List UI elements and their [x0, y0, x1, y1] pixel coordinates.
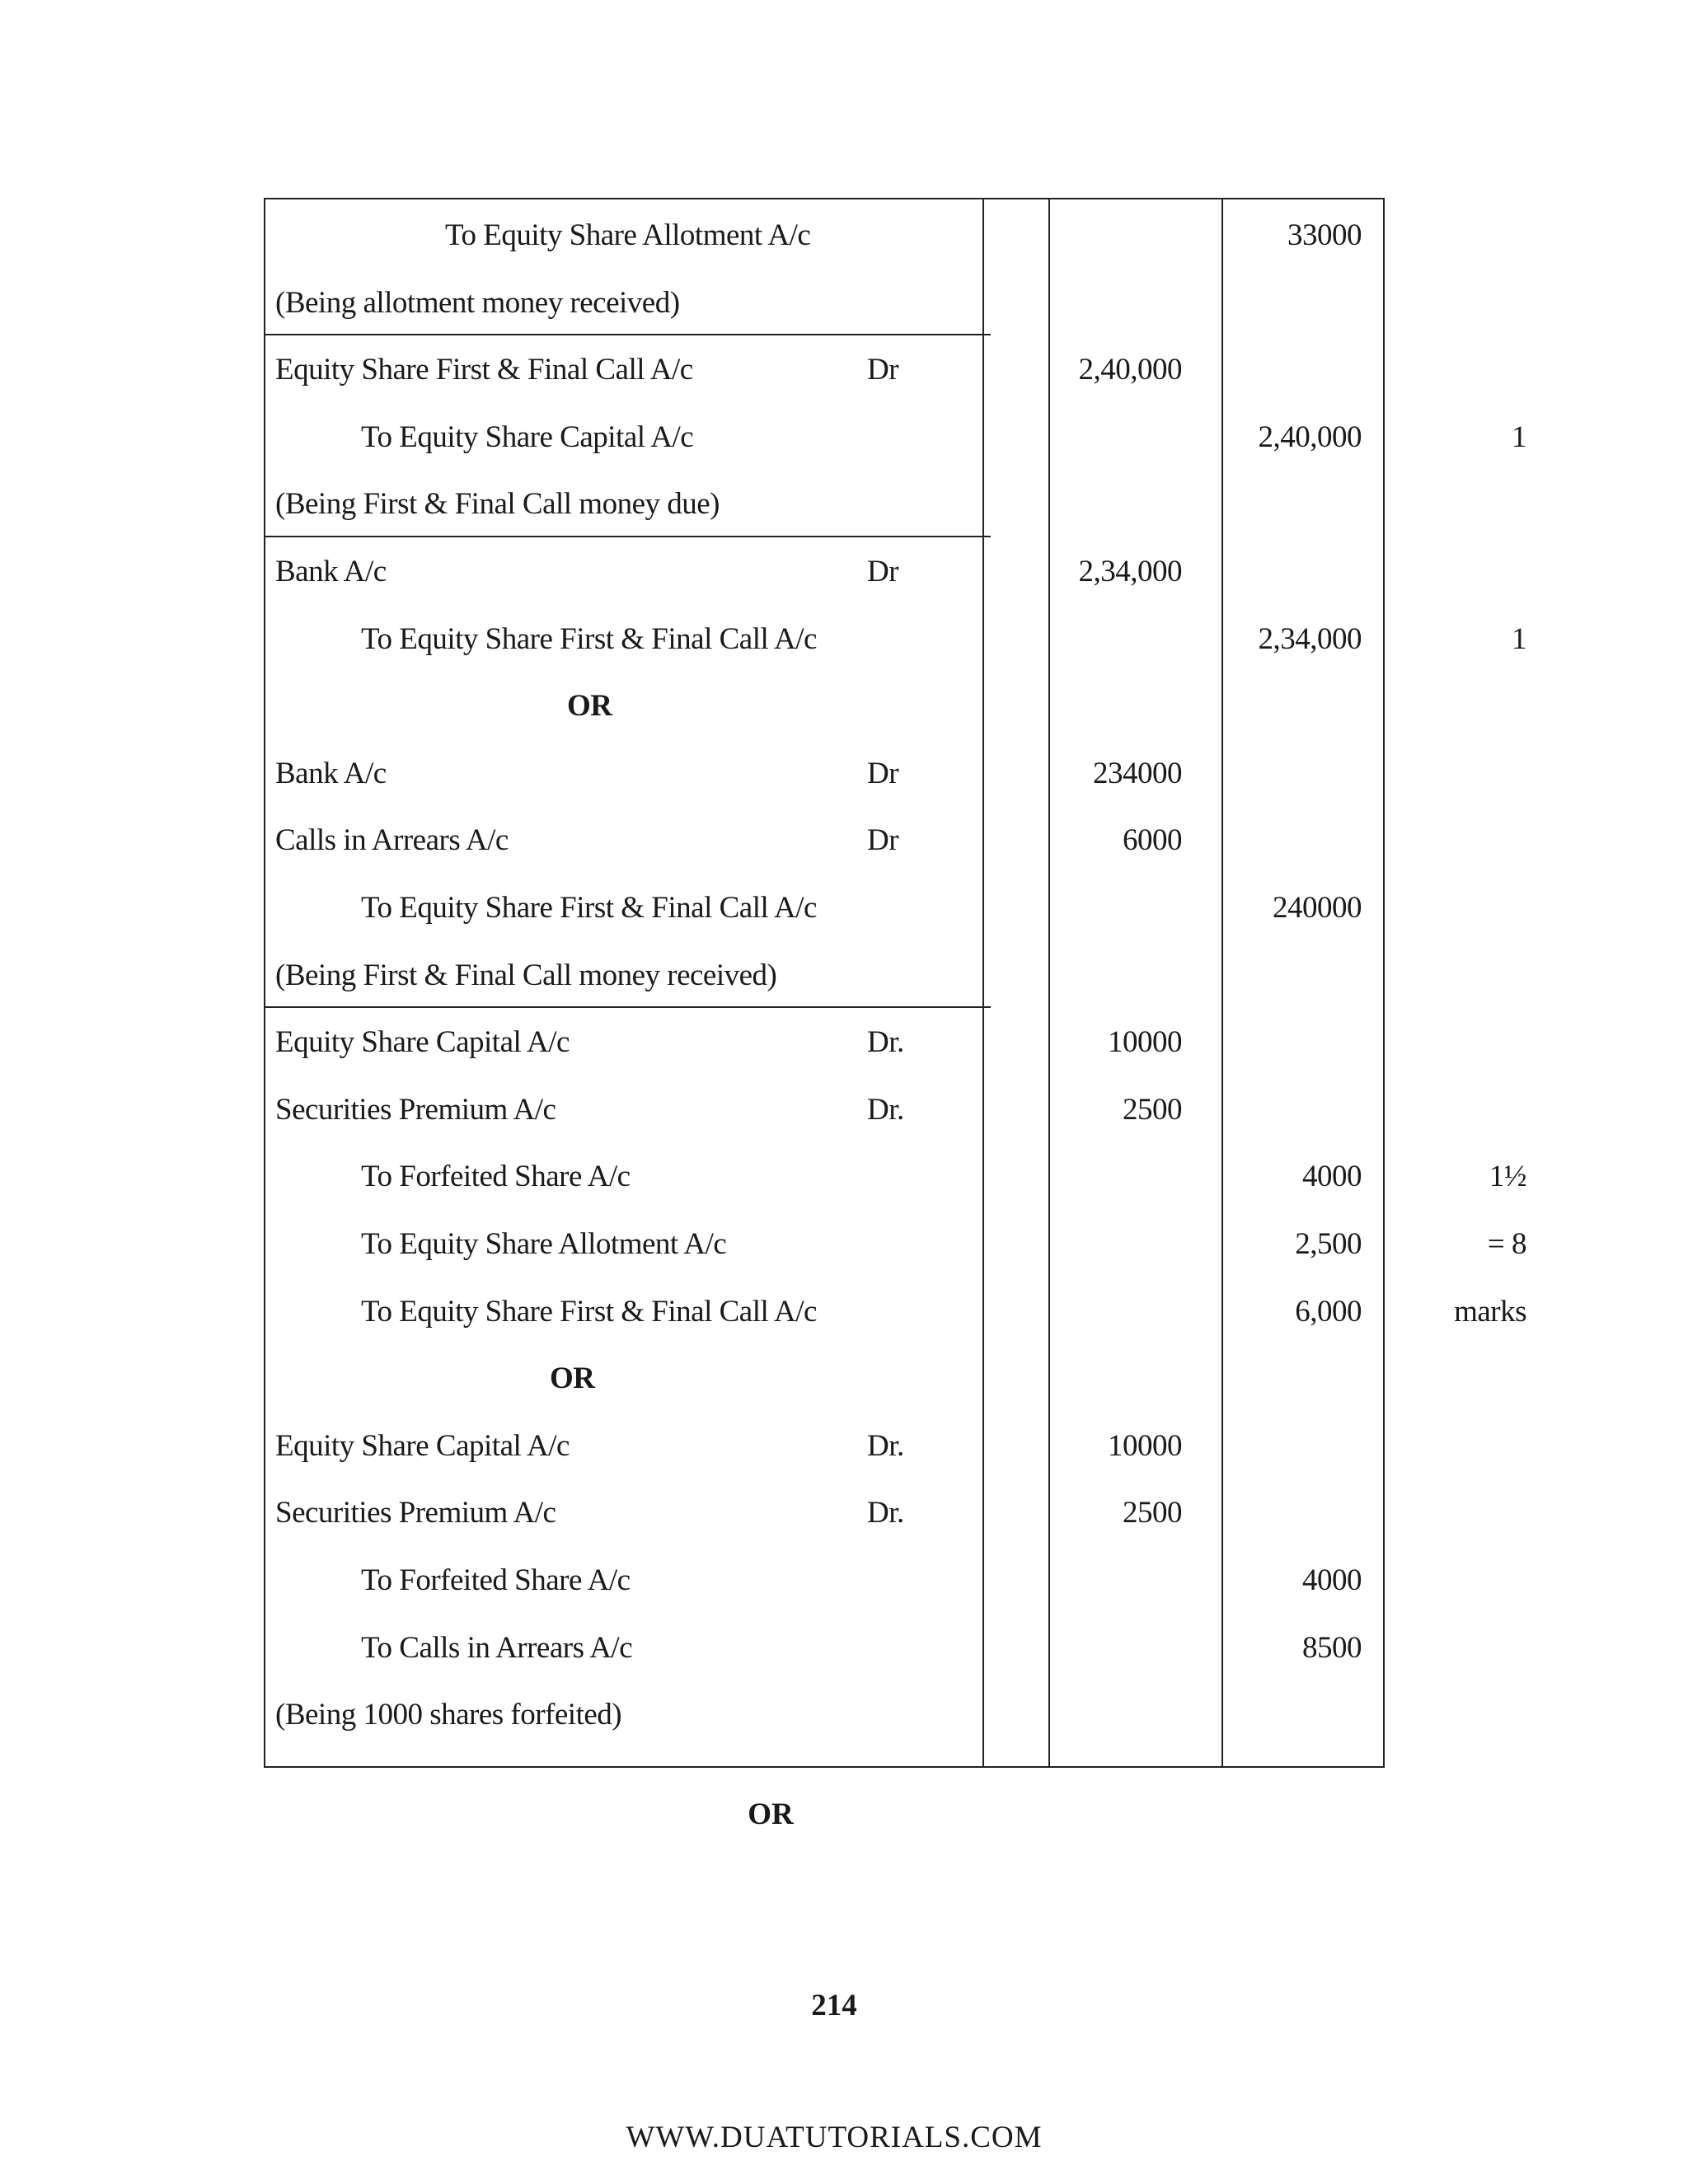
account-particulars: Securities Premium A/c — [275, 1496, 556, 1530]
dr-marker: Dr. — [867, 1496, 904, 1530]
dr-marker: Dr — [867, 823, 899, 858]
account-particulars: To Equity Share First & Final Call A/c — [361, 1294, 817, 1329]
account-particulars: To Equity Share Allotment A/c — [361, 1227, 727, 1261]
marks-note: 1 — [1512, 621, 1526, 656]
account-particulars: Bank A/c — [275, 756, 387, 790]
journal-table — [264, 198, 1526, 1768]
account-particulars: (Being 1000 shares forfeited) — [275, 1698, 622, 1732]
debit-amount: 2,40,000 — [1078, 353, 1182, 387]
account-particulars: To Calls in Arrears A/c — [361, 1630, 633, 1665]
marks-note: = 8 — [1487, 1227, 1526, 1261]
dr-marker: Dr. — [867, 1025, 904, 1060]
debit-amount: 2,34,000 — [1078, 555, 1182, 588]
credit-amount: 6,000 — [1295, 1294, 1362, 1329]
credit-amount: 2,500 — [1295, 1227, 1362, 1261]
account-particulars: Equity Share First & Final Call A/c — [275, 353, 693, 387]
column-divider-lf — [1048, 198, 1050, 1768]
account-particulars: Equity Share Capital A/c — [275, 1025, 570, 1060]
column-divider-particulars — [982, 198, 984, 1768]
credit-amount: 4000 — [1302, 1563, 1362, 1597]
account-particulars: (Being First & Final Call money due) — [275, 487, 720, 522]
footer-url: WWW.DUATUTORIALS.COM — [626, 2121, 1043, 2154]
account-particulars: Securities Premium A/c — [275, 1092, 556, 1127]
dr-marker: Dr — [867, 756, 899, 790]
account-particulars: (Being First & Final Call money received) — [275, 958, 777, 992]
account-particulars: Calls in Arrears A/c — [275, 823, 509, 858]
or-label: OR — [567, 689, 612, 724]
debit-amount: 234000 — [1093, 756, 1182, 790]
dr-marker: Dr. — [867, 1092, 904, 1127]
or-label: OR — [550, 1361, 595, 1396]
account-particulars: Bank A/c — [275, 555, 387, 588]
account-particulars: To Equity Share First & Final Call A/c — [361, 621, 817, 656]
entry-separator — [264, 1006, 991, 1008]
account-particulars: To Equity Share Allotment A/c — [445, 218, 811, 252]
account-particulars: (Being allotment money received) — [275, 285, 680, 320]
marks-note: 1 — [1512, 419, 1526, 454]
page-number: 214 — [811, 1989, 857, 2022]
account-particulars: To Equity Share First & Final Call A/c — [361, 891, 817, 925]
credit-amount: 240000 — [1273, 891, 1362, 925]
account-particulars: To Forfeited Share A/c — [361, 1563, 631, 1597]
credit-amount: 33000 — [1287, 218, 1362, 252]
debit-amount: 10000 — [1108, 1428, 1182, 1463]
account-particulars: To Equity Share Capital A/c — [361, 419, 694, 454]
marks-note: marks — [1454, 1294, 1526, 1329]
debit-amount: 2500 — [1123, 1092, 1182, 1127]
dr-marker: Dr — [867, 353, 899, 387]
credit-amount: 4000 — [1302, 1160, 1362, 1194]
account-particulars: To Forfeited Share A/c — [361, 1160, 631, 1194]
credit-amount: 2,34,000 — [1258, 621, 1362, 656]
debit-amount: 10000 — [1108, 1025, 1182, 1060]
marks-note: 1½ — [1489, 1160, 1526, 1194]
credit-amount: 2,40,000 — [1258, 419, 1362, 454]
credit-amount: 8500 — [1302, 1630, 1362, 1665]
debit-amount: 6000 — [1123, 823, 1182, 858]
account-particulars: Equity Share Capital A/c — [275, 1428, 570, 1463]
dr-marker: Dr — [867, 555, 899, 588]
dr-marker: Dr. — [867, 1428, 904, 1463]
or-separator: OR — [748, 1797, 794, 1831]
entry-separator — [264, 536, 991, 537]
entry-separator — [264, 334, 991, 335]
debit-amount: 2500 — [1123, 1496, 1182, 1530]
